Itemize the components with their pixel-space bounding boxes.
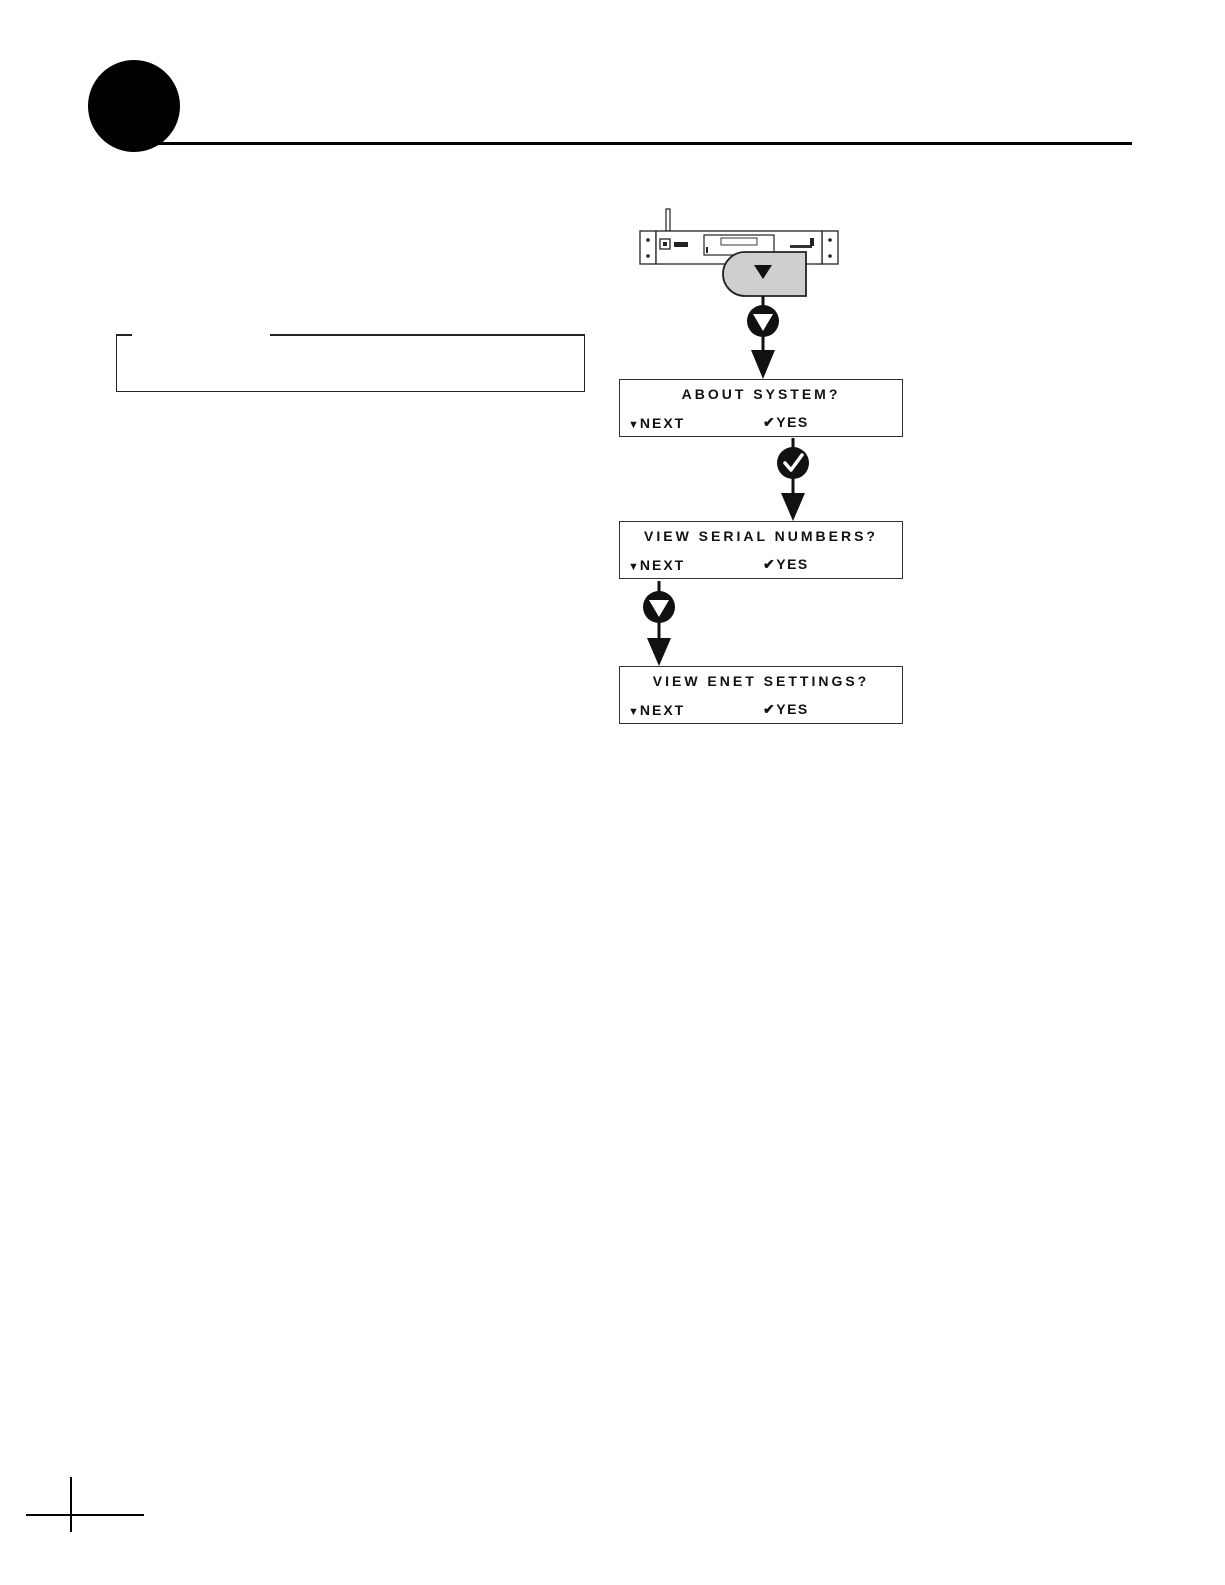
check-icon: ✔ bbox=[763, 414, 777, 430]
arrow-head bbox=[647, 638, 671, 666]
crop-mark-horizontal bbox=[26, 1514, 144, 1516]
lcd-screen-about-system bbox=[619, 379, 903, 437]
down-triangle-icon: ▼ bbox=[628, 419, 639, 431]
lcd-yes-option bbox=[763, 414, 809, 431]
lcd-next-option bbox=[628, 557, 685, 573]
crop-mark-vertical bbox=[70, 1477, 72, 1532]
lcd-screen-view-enet-settings bbox=[619, 666, 903, 724]
next-label: NEXT bbox=[639, 415, 686, 431]
down-button-callout bbox=[723, 252, 806, 296]
yes-label: YES bbox=[776, 701, 809, 717]
yes-label: YES bbox=[776, 414, 809, 430]
lcd-next-option bbox=[628, 415, 685, 431]
lcd-yes-option bbox=[763, 556, 809, 573]
next-label: NEXT bbox=[639, 557, 686, 573]
check-icon: ✔ bbox=[763, 556, 777, 572]
next-label: NEXT bbox=[639, 702, 686, 718]
lcd-next-option bbox=[628, 702, 685, 718]
lcd-title: ABOUT SYSTEM? bbox=[681, 386, 841, 402]
down-triangle-icon: ▼ bbox=[628, 561, 639, 573]
lcd-yes-option bbox=[763, 701, 809, 718]
yes-label: YES bbox=[776, 556, 809, 572]
lcd-title: VIEW ENET SETTINGS? bbox=[652, 673, 870, 689]
down-triangle-icon: ▼ bbox=[628, 706, 639, 718]
lcd-screen-view-serial-numbers bbox=[619, 521, 903, 579]
arrow-head bbox=[751, 350, 775, 379]
arrow-head bbox=[781, 493, 805, 521]
lcd-title: VIEW SERIAL NUMBERS? bbox=[644, 528, 878, 544]
check-icon: ✔ bbox=[763, 701, 777, 717]
